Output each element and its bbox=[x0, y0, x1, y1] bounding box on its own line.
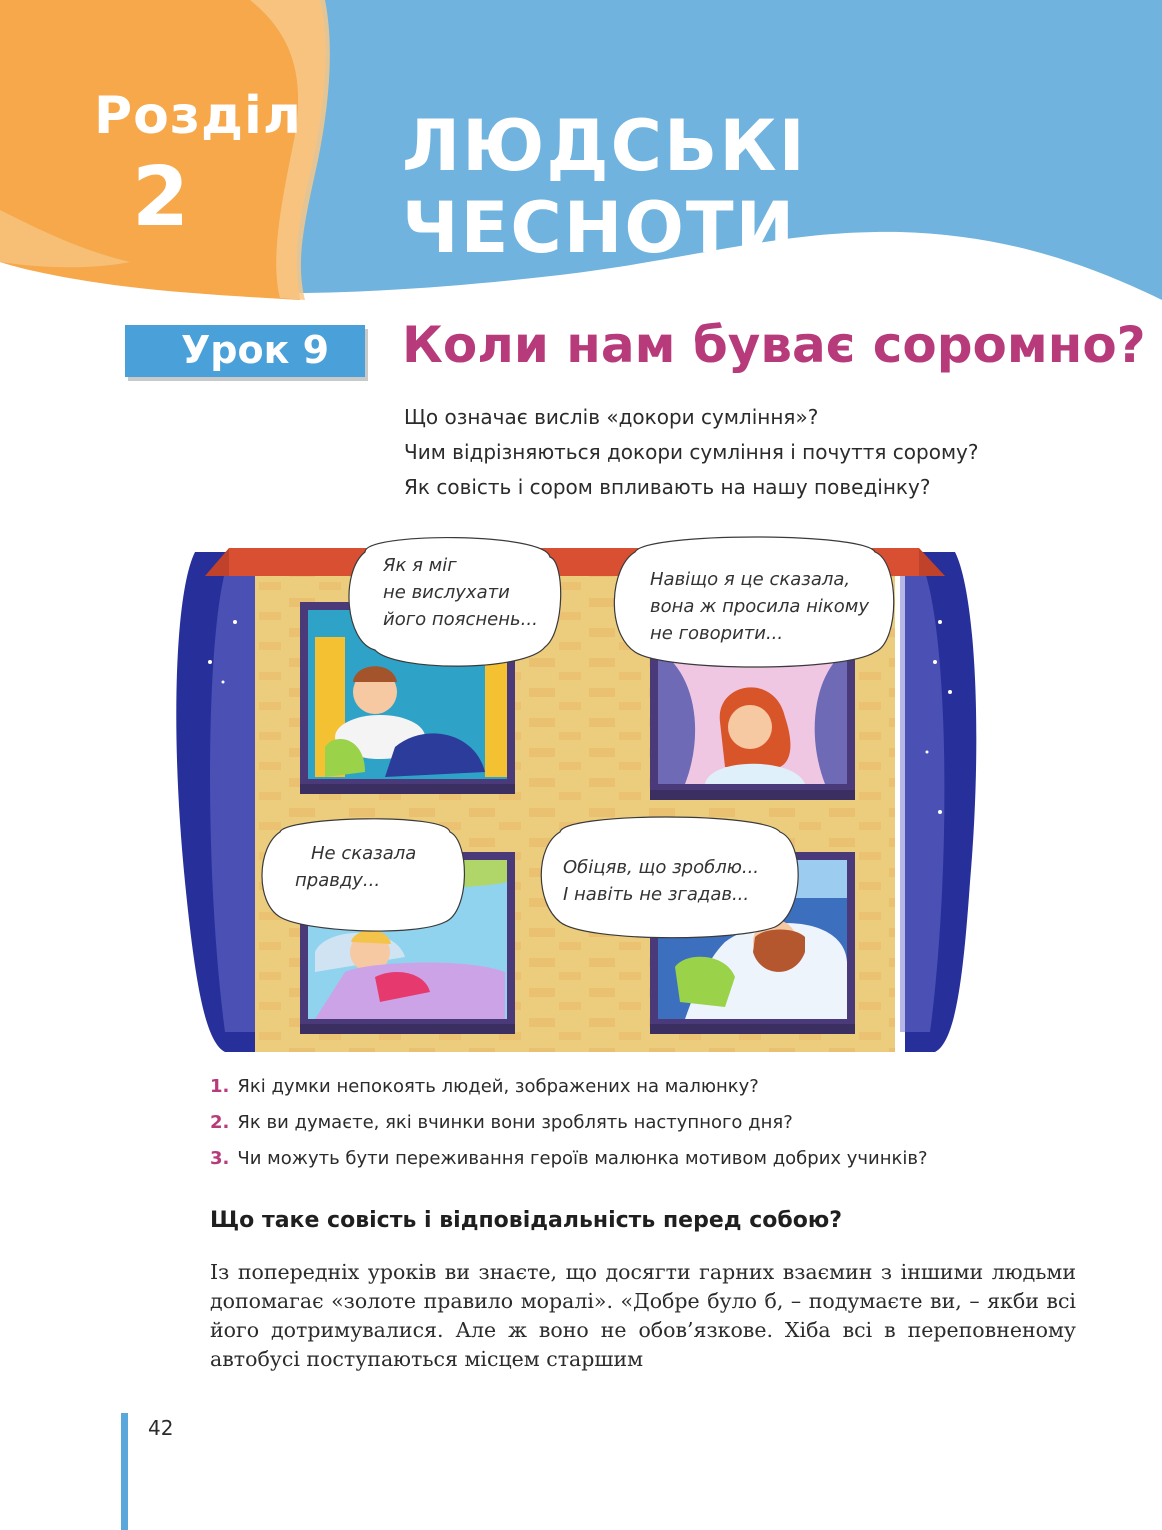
task-item bbox=[210, 1109, 928, 1145]
intro-question: Чим відрізняються докори сумління і почуття сорому? bbox=[404, 440, 979, 464]
lesson-title: Коли нам буває соромно? bbox=[402, 316, 1146, 374]
task-number: 2. bbox=[210, 1112, 230, 1133]
lesson-tag-label: Урок 9 bbox=[181, 328, 330, 372]
task-number: 3. bbox=[210, 1148, 230, 1169]
page-number: 42 bbox=[148, 1416, 174, 1440]
intro-questions bbox=[404, 402, 978, 507]
lesson-tag bbox=[125, 325, 365, 377]
bubble-text: Не сказала правду... bbox=[295, 843, 417, 891]
section-number: 2 bbox=[132, 150, 190, 245]
bubble-text: Навіщо я це сказала, вона ж просила нікому не говорити... bbox=[650, 569, 870, 644]
house-illustration bbox=[165, 532, 985, 1052]
task-item bbox=[210, 1145, 928, 1181]
task-text: Як ви думаєте, які вчинки вони зроблять наступного дня? bbox=[237, 1112, 793, 1133]
section-label: Розділ bbox=[94, 86, 302, 146]
task-item bbox=[210, 1073, 928, 1109]
intro-question: Що означає вислів «докори сумління»? bbox=[404, 405, 819, 429]
task-number: 1. bbox=[210, 1076, 230, 1097]
bubble-text: Обіцяв, що зроблю... І навіть не згадав... bbox=[563, 857, 760, 905]
task-list bbox=[210, 1073, 928, 1181]
bubble-text: Як я міг не вислухати його пояснень... bbox=[383, 555, 538, 630]
page-margin-bar bbox=[121, 1413, 128, 1530]
task-text: Які думки непокоять людей, зображених на малюнку? bbox=[237, 1076, 759, 1097]
intro-question: Як совість і сором впливають на нашу поведінку? bbox=[404, 475, 931, 499]
task-text: Чи можуть бути переживання героїв малюнка мотивом добрих учинків? bbox=[237, 1148, 928, 1169]
body-paragraph: Із попередніх уроків ви знаєте, що досягти гарних взаємин з іншими людьми допомагає «золоте правило моралі». «Добре було б, – подумаєте ви, – якби всі його дотримувалися. Але ж воно не обов’язкове. Хіба всі в переповненому автобусі поступаються місцем старшим bbox=[210, 1260, 1076, 1371]
section-heading: Що таке совість і відповідальність перед собою? bbox=[210, 1208, 842, 1233]
chapter-title: ЛЮДСЬКІ ЧЕСНОТИ bbox=[402, 105, 807, 269]
